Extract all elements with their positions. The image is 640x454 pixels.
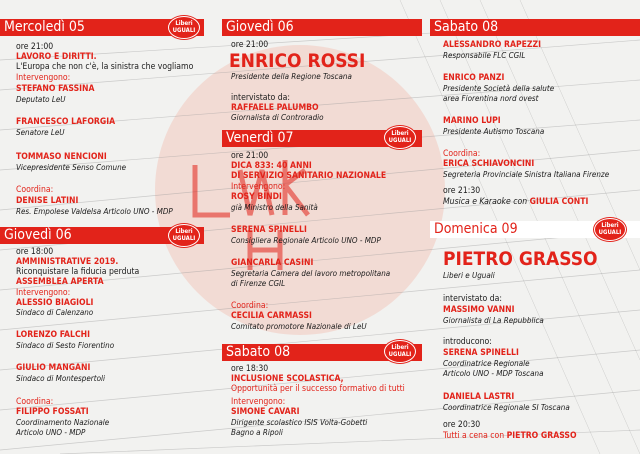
section-label: Intervengono: [231, 182, 286, 192]
speaker-name: ROSY BINDI [231, 192, 282, 202]
event-subtitle: Opportunità per il successo formativo di tutti [231, 384, 405, 394]
event-title: INCLUSIONE SCOLASTICA, [231, 374, 344, 384]
speaker-role: Dirigente scolastico ISIS Volta-Gobetti [231, 418, 368, 427]
liberi-uguali-logo: Liberi UGUALI [168, 16, 200, 39]
speaker-name: SERENA SPINELLI [231, 225, 307, 235]
speaker-role: Coordinatrice Regionale [443, 359, 530, 368]
speaker-name: FRANCESCO LAFORGIA [16, 117, 116, 127]
speaker-role: Coordinamento Nazionale [16, 418, 110, 427]
speaker-name: DANIELA LASTRI [443, 392, 515, 402]
section-label: Coordina: [16, 185, 54, 195]
speaker-role: Presidente Autismo Toscana [443, 127, 545, 136]
section-label: Intervengono: [16, 73, 71, 83]
liberi-uguali-logo: Liberi UGUALI [384, 340, 416, 363]
dinner-text: Tutti a cena con [443, 431, 505, 441]
speaker-role: Segreteria Provinciale Sinistra Italiana Firenze [443, 170, 610, 179]
event-subtitle: ASSEMBLEA APERTA [16, 277, 104, 287]
event-title: DICA 833: 40 ANNI [231, 161, 312, 171]
speaker-role: Bagno a Ripoli [231, 428, 283, 437]
speaker-role: Deputato LeU [16, 95, 66, 104]
speaker-role: area Fiorentina nord ovest [443, 94, 539, 103]
event-description [443, 197, 588, 208]
speaker-role: Sindaco di Calenzano [16, 308, 94, 317]
event-subtitle: Riconquistare la fiducia perduta [16, 267, 140, 277]
speaker-role: Res. Empolese Valdelsa Articolo UNO - MDP [16, 207, 173, 216]
guest-role: Liberi e Uguali [443, 271, 495, 280]
speaker-role: Senatore LeU [16, 128, 65, 137]
liberi-uguali-logo: Liberi UGUALI [168, 224, 200, 247]
event-title: AMMINISTRATIVE 2019. [16, 257, 119, 267]
speaker-name: SIMONE CAVARI [231, 407, 300, 417]
speaker-role: Sindaco di Montespertoli [16, 374, 105, 383]
speaker-role: Presidente Società della salute [443, 84, 555, 93]
speaker-name: ERICA SCHIAVONCINI [443, 159, 535, 169]
interviewer-name: RAFFAELE PALUMBO [231, 103, 319, 113]
guest-role: Presidente della Regione Toscana [231, 72, 352, 81]
section-label: Intervengono: [231, 397, 286, 407]
event-title: DI SERVIZIO SANITARIO NAZIONALE [231, 171, 387, 181]
speaker-role: Articolo UNO - MDP Toscana [443, 369, 544, 378]
speaker-name: GIULIO MANGANI [16, 363, 91, 373]
event-time: ore 18:30 [231, 364, 269, 374]
speaker-role: Consigliera Regionale Articolo UNO - MDP [231, 236, 381, 245]
speaker-name: SERENA SPINELLI [443, 348, 519, 358]
music-performer: GIULIA CONTI [529, 197, 589, 207]
speaker-name: TOMMASO NENCIONI [16, 152, 107, 162]
event-time: ore 21:00 [16, 42, 54, 52]
day-header-label: Sabato 08 [434, 19, 499, 35]
section-label: Coordina: [231, 301, 269, 311]
section-label: Intervengono: [16, 288, 71, 298]
event-subtitle: L'Europa che non c'è, la sinistra che vogliamo [16, 62, 194, 72]
section-label: Coordina: [443, 149, 481, 159]
speaker-name: ALESSIO BIAGIOLI [16, 298, 94, 308]
day-header-label: Venerdì 07 [226, 130, 294, 146]
day-header-label: Sabato 08 [226, 344, 291, 360]
day-header-sat-08 [430, 19, 640, 36]
day-header-label: Domenica 09 [434, 221, 518, 237]
interviewer-role: Giornalista di Controradio [231, 113, 324, 122]
music-text: Musica e Karaoke con [443, 197, 528, 207]
event-title: LAVORO E DIRITTI. [16, 52, 97, 62]
section-label: intervistato da: [231, 93, 290, 103]
liberi-uguali-logo: Liberi UGUALI [384, 126, 416, 149]
speaker-name: MARINO LUPI [443, 116, 501, 126]
dinner-guest: PIETRO GRASSO [506, 431, 577, 441]
event-description [443, 431, 577, 442]
event-time: ore 21:30 [443, 186, 481, 196]
liberi-uguali-logo: Liberi UGUALI [594, 218, 626, 241]
speaker-name: FILIPPO FOSSATI [16, 407, 89, 417]
event-time: ore 20:30 [443, 420, 481, 430]
speaker-role: Articolo UNO - MDP [16, 428, 86, 437]
speaker-name: GIANCARLA CASINI [231, 258, 314, 268]
speaker-name: STEFANO FASSINA [16, 84, 95, 94]
speaker-role: di Firenze CGIL [231, 279, 286, 288]
event-time: ore 18:00 [16, 247, 54, 257]
speaker-role: Segretaria Camera del lavoro metropolitana [231, 269, 391, 278]
speaker-name: LORENZO FALCHI [16, 330, 90, 340]
day-header-label: Giovedì 06 [4, 227, 72, 243]
interviewer-name: MASSIMO VANNI [443, 305, 515, 315]
day-header-label: Mercoledì 05 [4, 19, 85, 35]
speaker-name: DENISE LATINI [16, 196, 79, 206]
speaker-role: Vicepresidente Senso Comune [16, 163, 127, 172]
guest-name: ENRICO ROSSI [229, 50, 366, 72]
speaker-role: Comitato promotore Nazionale di LeU [231, 322, 367, 331]
event-time: ore 21:00 [231, 40, 269, 50]
guest-name: PIETRO GRASSO [443, 248, 598, 270]
event-time: ore 21:00 [231, 151, 269, 161]
speaker-name: ALESSANDRO RAPEZZI [443, 40, 542, 50]
section-label: introducono: [443, 337, 492, 347]
interviewer-role: Giornalista di La Repubblica [443, 316, 544, 325]
day-header-thu-06 [222, 19, 422, 36]
section-label: intervistato da: [443, 294, 502, 304]
speaker-name: ENRICO PANZI [443, 73, 505, 83]
speaker-role: Coordinatrice Regionale SI Toscana [443, 403, 570, 412]
speaker-name: CECILIA CARMASSI [231, 311, 312, 321]
day-header-label: Giovedì 06 [226, 19, 294, 35]
section-label: Coordina: [16, 397, 54, 407]
speaker-role: Responsabile FLC CGIL [443, 51, 526, 60]
speaker-role: Sindaco di Sesto Fiorentino [16, 341, 115, 350]
speaker-role: già Ministro della Sanità [231, 203, 318, 212]
